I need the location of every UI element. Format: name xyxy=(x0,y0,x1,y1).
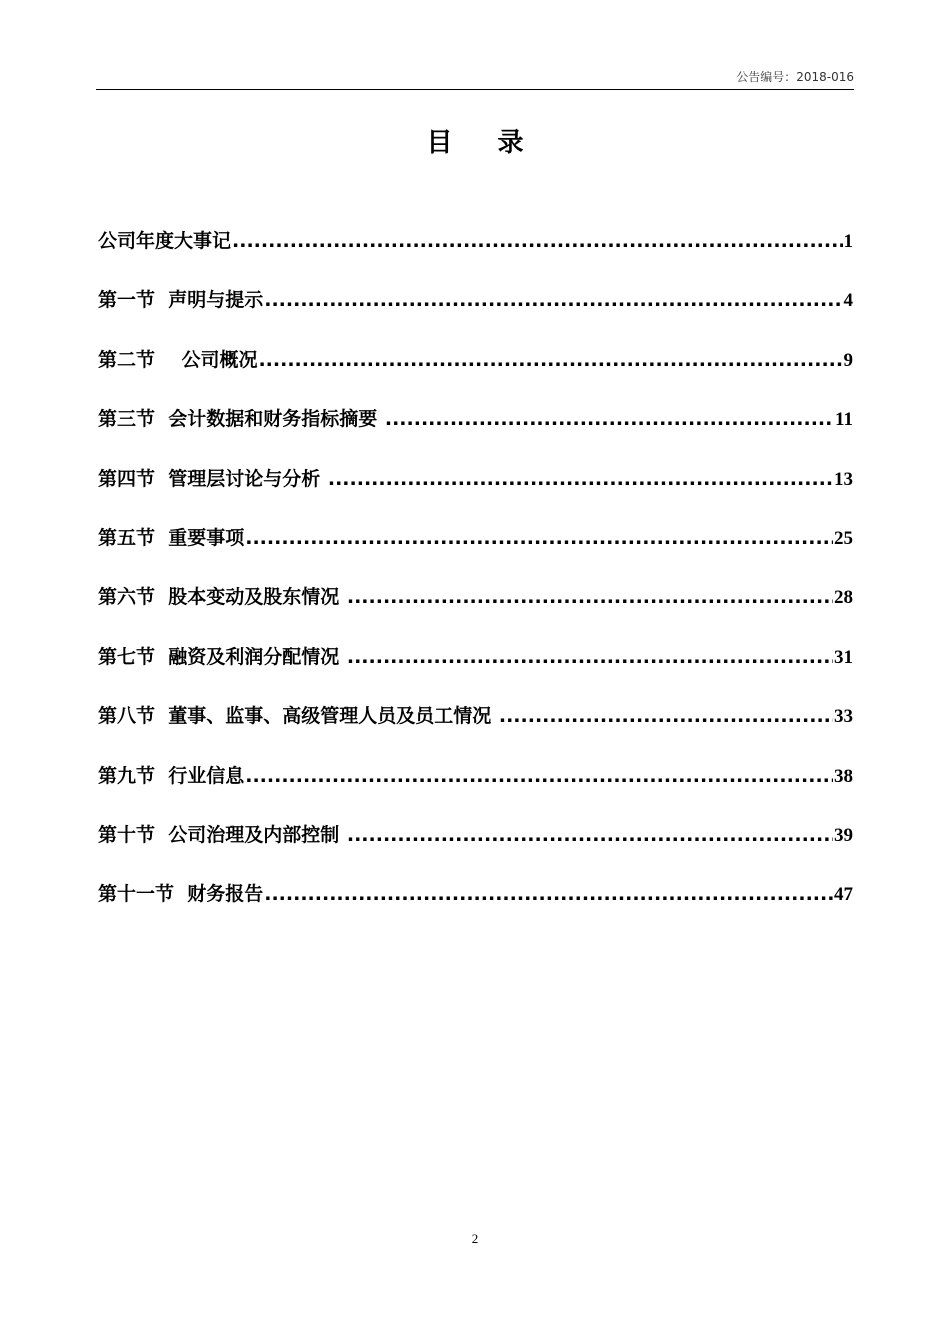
toc-entry-label: 第九节 行业信息 xyxy=(98,764,245,787)
toc-entry-section-1[interactable] xyxy=(98,285,853,344)
toc-entry-section-9[interactable] xyxy=(98,761,853,820)
toc-entry-section-2[interactable] xyxy=(98,345,853,404)
toc-entry-label: 第二节 公司概况 xyxy=(98,348,258,371)
toc-entry-page: 38 xyxy=(834,765,853,787)
toc-dot-leader xyxy=(264,883,833,905)
toc-dot-leader xyxy=(328,468,833,490)
toc-dot-leader xyxy=(232,230,842,252)
announcement-number: 公告编号：2018-016 xyxy=(736,70,854,84)
toc-entry-label: 第八节 董事、监事、高级管理人员及员工情况 xyxy=(98,705,498,728)
page-header xyxy=(96,70,854,90)
toc-entry-label: 第十一节 财务报告 xyxy=(98,883,264,906)
toc-entry-page: 4 xyxy=(843,290,853,312)
toc-entry-label: 公司年度大事记 xyxy=(98,230,232,252)
toc-entry-section-7[interactable] xyxy=(98,642,853,701)
toc-entry-section-5[interactable] xyxy=(98,523,853,582)
page-number: 2 xyxy=(471,1231,479,1246)
toc-entry-section-4[interactable] xyxy=(98,464,853,523)
toc-entry-section-10[interactable] xyxy=(98,820,853,879)
toc-entry-page: 31 xyxy=(834,646,853,668)
toc-dot-leader xyxy=(347,646,833,668)
toc-entry-label: 第七节 融资及利润分配情况 xyxy=(98,645,346,668)
toc-entry-label: 第一节 声明与提示 xyxy=(98,289,264,312)
table-of-contents xyxy=(98,226,853,939)
toc-entry-annual-events[interactable] xyxy=(98,226,853,285)
toc-entry-section-11[interactable] xyxy=(98,879,853,938)
page-title: 目 录 xyxy=(426,128,542,158)
toc-entry-page: 9 xyxy=(843,349,853,371)
toc-entry-page: 33 xyxy=(834,706,853,728)
toc-entry-section-8[interactable] xyxy=(98,701,853,760)
toc-entry-label: 第四节 管理层讨论与分析 xyxy=(98,467,327,490)
toc-entry-page: 11 xyxy=(835,409,853,431)
toc-entry-label: 第六节 股本变动及股东情况 xyxy=(98,586,346,609)
toc-entry-label: 第十节 公司治理及内部控制 xyxy=(98,823,346,846)
toc-dot-leader xyxy=(385,408,834,430)
toc-entry-page: 13 xyxy=(834,468,853,490)
toc-dot-leader xyxy=(347,824,833,846)
toc-entry-page: 28 xyxy=(834,587,853,609)
toc-entry-page: 1 xyxy=(843,231,853,252)
toc-entry-section-3[interactable] xyxy=(98,404,853,463)
toc-dot-leader xyxy=(245,765,833,787)
toc-entry-page: 25 xyxy=(834,527,853,549)
toc-dot-leader xyxy=(264,289,842,311)
toc-entry-label: 第五节 重要事项 xyxy=(98,526,245,549)
toc-dot-leader xyxy=(347,586,833,608)
toc-dot-leader xyxy=(499,705,833,727)
toc-dot-leader xyxy=(245,527,833,549)
toc-entry-page: 39 xyxy=(834,824,853,846)
toc-entry-page: 47 xyxy=(834,884,853,906)
toc-entry-label: 第三节 会计数据和财务指标摘要 xyxy=(98,408,384,431)
toc-entry-section-6[interactable] xyxy=(98,582,853,641)
toc-dot-leader xyxy=(258,349,842,371)
